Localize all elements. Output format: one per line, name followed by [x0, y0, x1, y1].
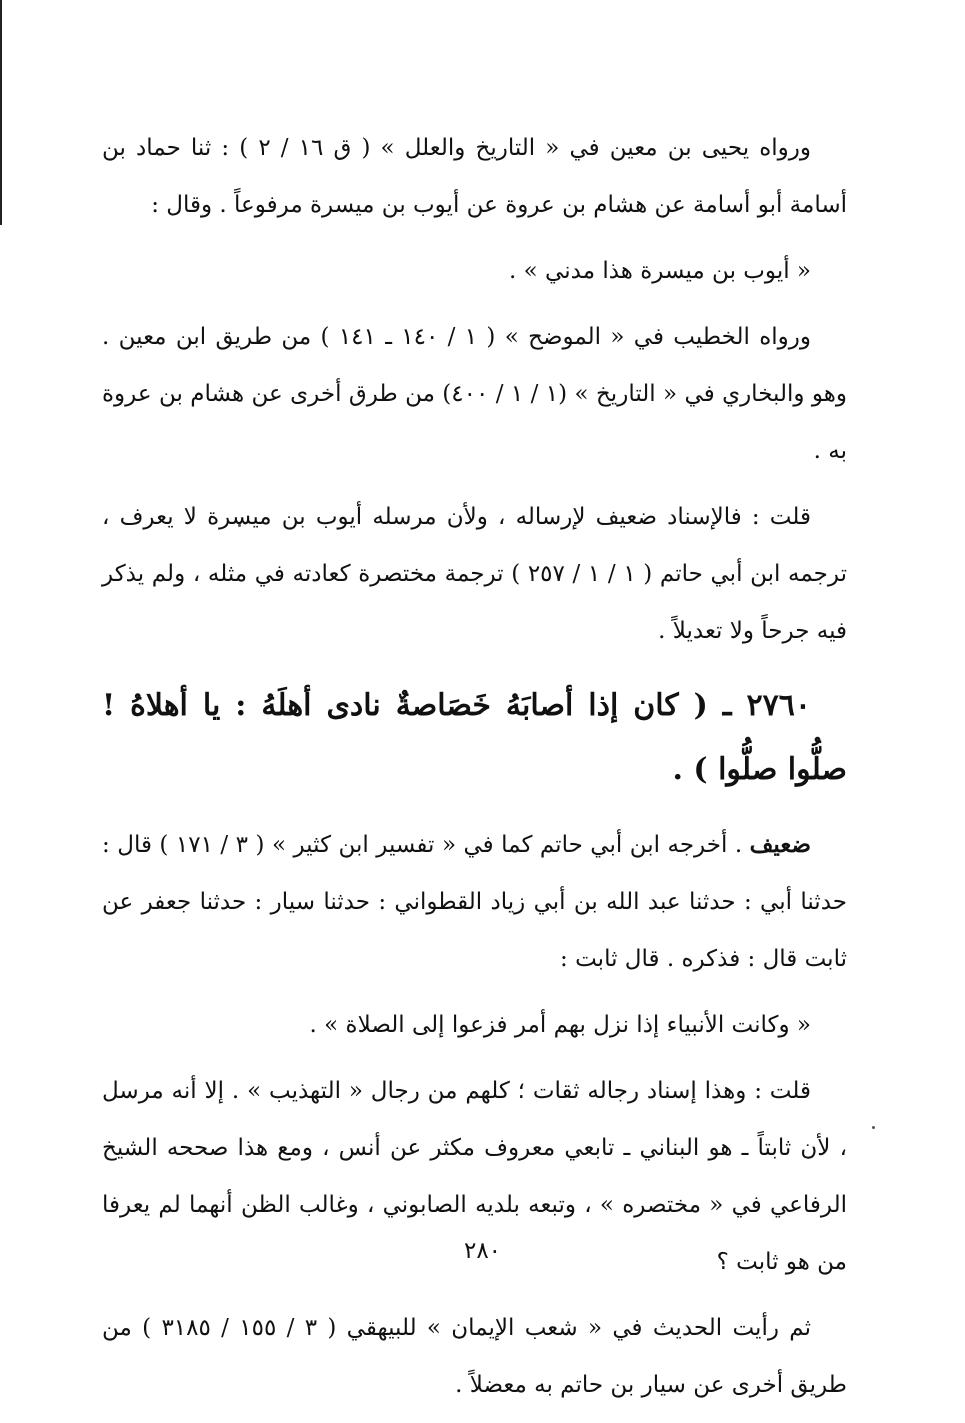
scan-edge-line	[0, 0, 2, 225]
page-body	[102, 120, 847, 1423]
quote-ayyub: « أيوب بن ميسرة هذا مدني » .	[509, 258, 811, 284]
grade-text: . أخرجه ابن أبي حاتم كما في « تفسير ابن كثير » ( ٣ / ١٧١ ) قال : حدثنا أبي : حدثنا عبد الله بن أبي زياد القطواني : حدثنا سيار : حدثنا جعفر عن ثابت قال : فذكره . قال ثابت :	[102, 832, 847, 972]
scan-speck	[872, 1126, 875, 1129]
page-number: ٢٨٠	[463, 1238, 502, 1264]
hadith-heading: ٢٧٦٠ ـ ( كان إذا أصابَهُ خَصَاصةٌ نادى أهلَهُ : يا أهلاهُ ! صلُّوا صلُّوا ) .	[102, 688, 847, 787]
paragraph-grade	[102, 816, 847, 988]
paragraph-khatib: ورواه الخطيب في « الموضح » ( ١ / ١٤٠ ـ ١٤١ ) من طريق ابن معين . وهو والبخاري في « التاريخ » (١ / ١ / ٤٠٠) من طرق أخرى عن هشام بن عروة به .	[102, 324, 847, 464]
paragraph-isnad-weak: قلت : فالإسناد ضعيف لإرساله ، ولأن مرسله أيوب بن ميسرة لا يعرف ، ترجمه ابن أبي حاتم ( ١ / ١ / ٢٥٧ ) ترجمة مختصرة كعادته في مثله ، ولم يذكر فيه جرحاً ولا تعديلاً .	[102, 504, 847, 644]
grade-label: ضعيف	[749, 831, 811, 858]
paragraph-bayhaqi: ثم رأيت الحديث في « شعب الإيمان » للبيهقي ( ٣ / ١٥٥ / ٣١٨٥ ) من طريق أخرى عن سيار بن حاتم به معضلاً .	[102, 1315, 847, 1398]
paragraph-ibn-maeen: ورواه يحيى بن معين في « التاريخ والعلل » ( ق ١٦ / ٢ ) : ثنا حماد بن أسامة أبو أسامة عن هشام بن عروة عن أيوب بن ميسرة مرفوعاً . وقال :	[102, 135, 847, 218]
paragraph-thiqat: قلت : وهذا إسناد رجاله ثقات ؛ كلهم من رجال « التهذيب » . إلا أنه مرسل ، لأن ثابتاً ـ هو البناني ـ تابعي معروف مكثر عن أنس ، ومع هذا صححه الشيخ الرفاعي في « مختصره » ، وتبعه بلديه الصابوني ، وغالب الظن أنهما لم يعرفا من هو ثابت ؟	[102, 1078, 847, 1275]
quote-prophets: « وكانت الأنبياء إذا نزل بهم أمر فزعوا إلى الصلاة » .	[309, 1012, 811, 1038]
